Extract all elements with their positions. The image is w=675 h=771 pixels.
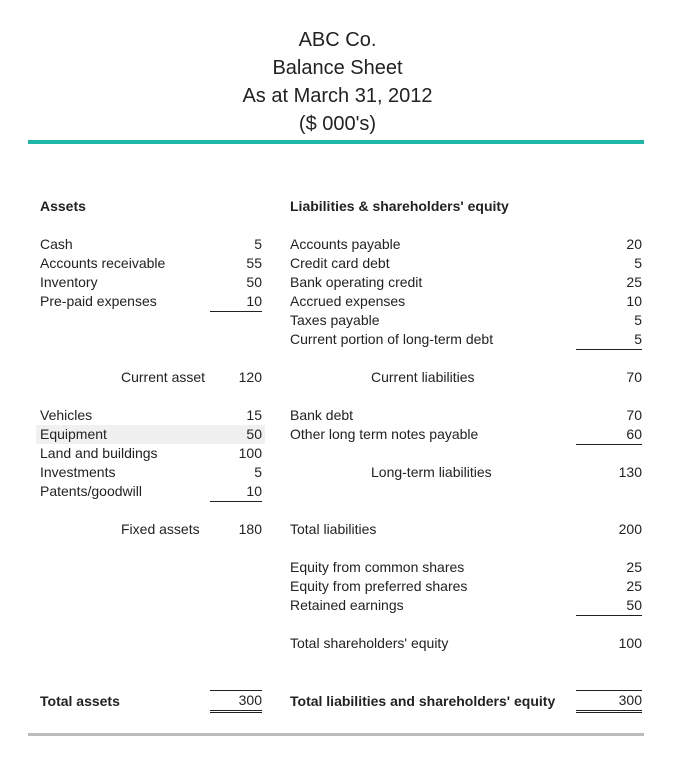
asset-label-prepaid: Pre-paid expenses bbox=[40, 293, 157, 309]
total-equity-value: 100 bbox=[618, 635, 642, 651]
asset-label-cash: Cash bbox=[40, 236, 73, 252]
liability-value-taxes: 5 bbox=[634, 312, 642, 328]
equity-label-preferred: Equity from preferred shares bbox=[290, 578, 468, 594]
statement-title: Balance Sheet bbox=[272, 57, 403, 79]
asset-value-receivable: 55 bbox=[246, 255, 262, 271]
liability-value-creditcard: 5 bbox=[634, 255, 642, 271]
total-liabilities-label: Total liabilities bbox=[290, 521, 377, 537]
total-liabilities-value: 200 bbox=[618, 521, 642, 537]
liability-label-currentportion: Current portion of long-term debt bbox=[290, 331, 494, 347]
liability-value-bankdebt: 70 bbox=[626, 407, 642, 423]
asset-label-patents: Patents/goodwill bbox=[40, 483, 142, 499]
liability-label-creditcard: Credit card debt bbox=[290, 255, 390, 271]
asset-value-cash: 5 bbox=[254, 236, 262, 252]
asset-label-inventory: Inventory bbox=[40, 274, 98, 290]
statement-date: As at March 31, 2012 bbox=[242, 85, 433, 107]
asset-value-investments: 5 bbox=[254, 464, 262, 480]
statement-units: ($ 000's) bbox=[298, 113, 377, 135]
liability-value-payable: 20 bbox=[626, 236, 642, 252]
grand-total-label: Total liabilities and shareholders' equity bbox=[290, 693, 556, 709]
asset-value-prepaid: 10 bbox=[210, 292, 262, 312]
asset-label-investments: Investments bbox=[40, 464, 116, 480]
asset-label-vehicles: Vehicles bbox=[40, 407, 93, 423]
liability-label-bankdebt: Bank debt bbox=[290, 407, 354, 423]
liability-value-accrued: 10 bbox=[626, 293, 642, 309]
asset-value-equipment: 50 bbox=[246, 426, 262, 442]
asset-label-receivable: Accounts receivable bbox=[40, 255, 166, 271]
asset-value-inventory: 50 bbox=[246, 274, 262, 290]
liabilities-heading: Liabilities & shareholders' equity bbox=[290, 198, 509, 214]
liability-value-bankoperating: 25 bbox=[626, 274, 642, 290]
asset-label-equipment: Equipment bbox=[40, 426, 107, 442]
liability-label-bankoperating: Bank operating credit bbox=[290, 274, 423, 290]
footer-divider bbox=[28, 733, 644, 736]
current-assets-value: 120 bbox=[238, 369, 262, 385]
equity-label-retained: Retained earnings bbox=[290, 597, 404, 613]
current-assets-label: Current asset bbox=[121, 369, 206, 385]
fixed-assets-label: Fixed assets bbox=[121, 521, 200, 537]
liability-label-taxes: Taxes payable bbox=[290, 312, 380, 328]
long-term-liabilities-value: 130 bbox=[618, 464, 642, 480]
asset-label-land: Land and buildings bbox=[40, 445, 158, 461]
liability-value-currentportion: 5 bbox=[576, 330, 642, 350]
company-name: ABC Co. bbox=[298, 29, 377, 51]
current-liabilities-label: Current liabilities bbox=[371, 369, 475, 385]
equity-label-common: Equity from common shares bbox=[290, 559, 465, 575]
liability-label-payable: Accounts payable bbox=[290, 236, 401, 252]
header-divider bbox=[28, 140, 644, 144]
asset-value-land: 100 bbox=[238, 445, 262, 461]
equity-value-retained: 50 bbox=[576, 596, 642, 616]
asset-value-patents: 10 bbox=[210, 482, 262, 502]
liability-label-othernotes: Other long term notes payable bbox=[290, 426, 479, 442]
fixed-assets-value: 180 bbox=[238, 521, 262, 537]
liability-value-othernotes: 60 bbox=[576, 425, 642, 445]
equity-value-preferred: 25 bbox=[626, 578, 642, 594]
grand-total-value: 300 bbox=[576, 690, 642, 713]
liability-label-accrued: Accrued expenses bbox=[290, 293, 406, 309]
asset-value-vehicles: 15 bbox=[246, 407, 262, 423]
total-assets-label: Total assets bbox=[40, 693, 120, 709]
assets-heading: Assets bbox=[40, 198, 86, 214]
total-assets-value: 300 bbox=[210, 690, 262, 713]
total-equity-label: Total shareholders' equity bbox=[290, 635, 449, 651]
long-term-liabilities-label: Long-term liabilities bbox=[371, 464, 492, 480]
current-liabilities-value: 70 bbox=[626, 369, 642, 385]
equity-value-common: 25 bbox=[626, 559, 642, 575]
